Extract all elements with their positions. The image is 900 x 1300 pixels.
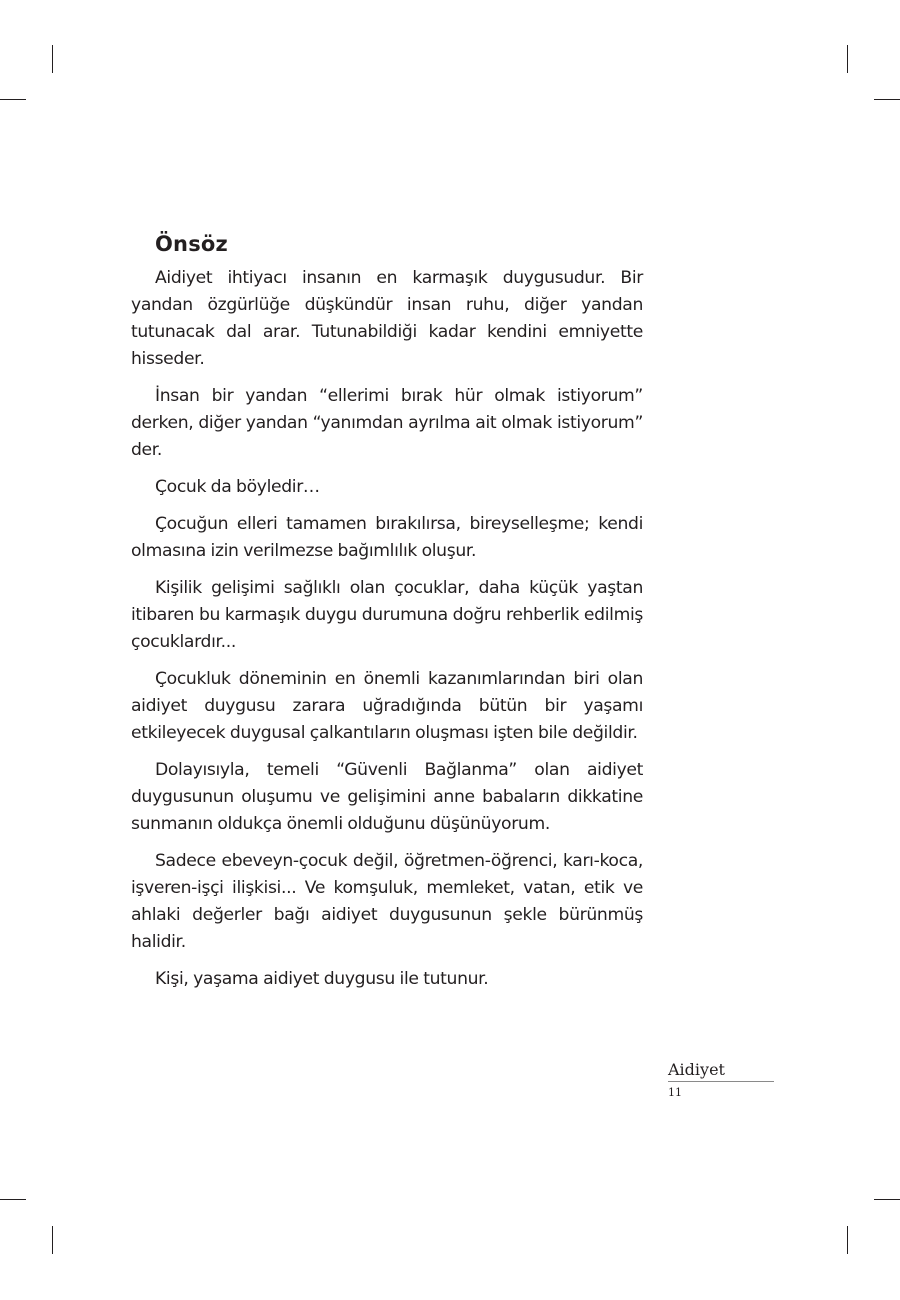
page-number: 11 (668, 1086, 682, 1099)
paragraph: İnsan bir yandan “ellerimi bırak hür olmak istiyorum” derken, diğer yandan “yanımdan ayrılma ait olmak istiyorum” der. (131, 386, 643, 460)
crop-mark-bottom-left-horizontal (0, 1199, 26, 1200)
crop-mark-top-right (847, 45, 848, 73)
running-footer-title: Aidiyet (668, 1060, 774, 1082)
crop-mark-top-right-horizontal (874, 99, 900, 100)
paragraph: Kişilik gelişimi sağlıklı olan çocuklar, daha küçük yaştan itibaren bu karmaşık duygu durumuna doğru rehberlik edilmiş çocuklardır... (131, 578, 643, 652)
crop-mark-bottom-right-horizontal (874, 1199, 900, 1200)
paragraph: Çocukluk döneminin en önemli kazanımlarından biri olan aidiyet duygusu zarara uğradığında bütün bir yaşamı etkileyecek duygusal çalkantıların oluşması işten bile değildir. (131, 669, 643, 743)
paragraph: Dolayısıyla, temeli “Güvenli Bağlanma” olan aidiyet duygusunun oluşumu ve gelişimini anne babaların dikkatine sunmanın oldukça önemli olduğunu düşünüyorum. (131, 760, 643, 834)
paragraph: Çocuk da böyledir… (155, 477, 320, 497)
crop-mark-bottom-left (52, 1226, 53, 1254)
paragraph: Sadece ebeveyn-çocuk değil, öğretmen-öğrenci, karı-koca, işveren-işçi ilişkisi... Ve komşuluk, memleket, vatan, etik ve ahlaki değerler bağı aidiyet duygusunun şekle bürünmüş halidir. (131, 851, 643, 952)
crop-mark-top-left (52, 45, 53, 73)
chapter-title: Önsöz (155, 232, 228, 256)
crop-mark-bottom-right (847, 1226, 848, 1254)
paragraph: Çocuğun elleri tamamen bırakılırsa, bireyselleşme; kendi olmasına izin verilmezse bağımlılık oluşur. (131, 514, 643, 561)
crop-mark-top-left-horizontal (0, 99, 26, 100)
page-body (131, 232, 643, 1003)
paragraph: Kişi, yaşama aidiyet duygusu ile tutunur. (155, 969, 489, 989)
paragraph: Aidiyet ihtiyacı insanın en karmaşık duygusudur. Bir yandan özgürlüğe düşkündür insan ruhu, diğer yandan tutunacak dal arar. Tutunabildiği kadar kendini emniyette hisseder. (131, 268, 643, 369)
